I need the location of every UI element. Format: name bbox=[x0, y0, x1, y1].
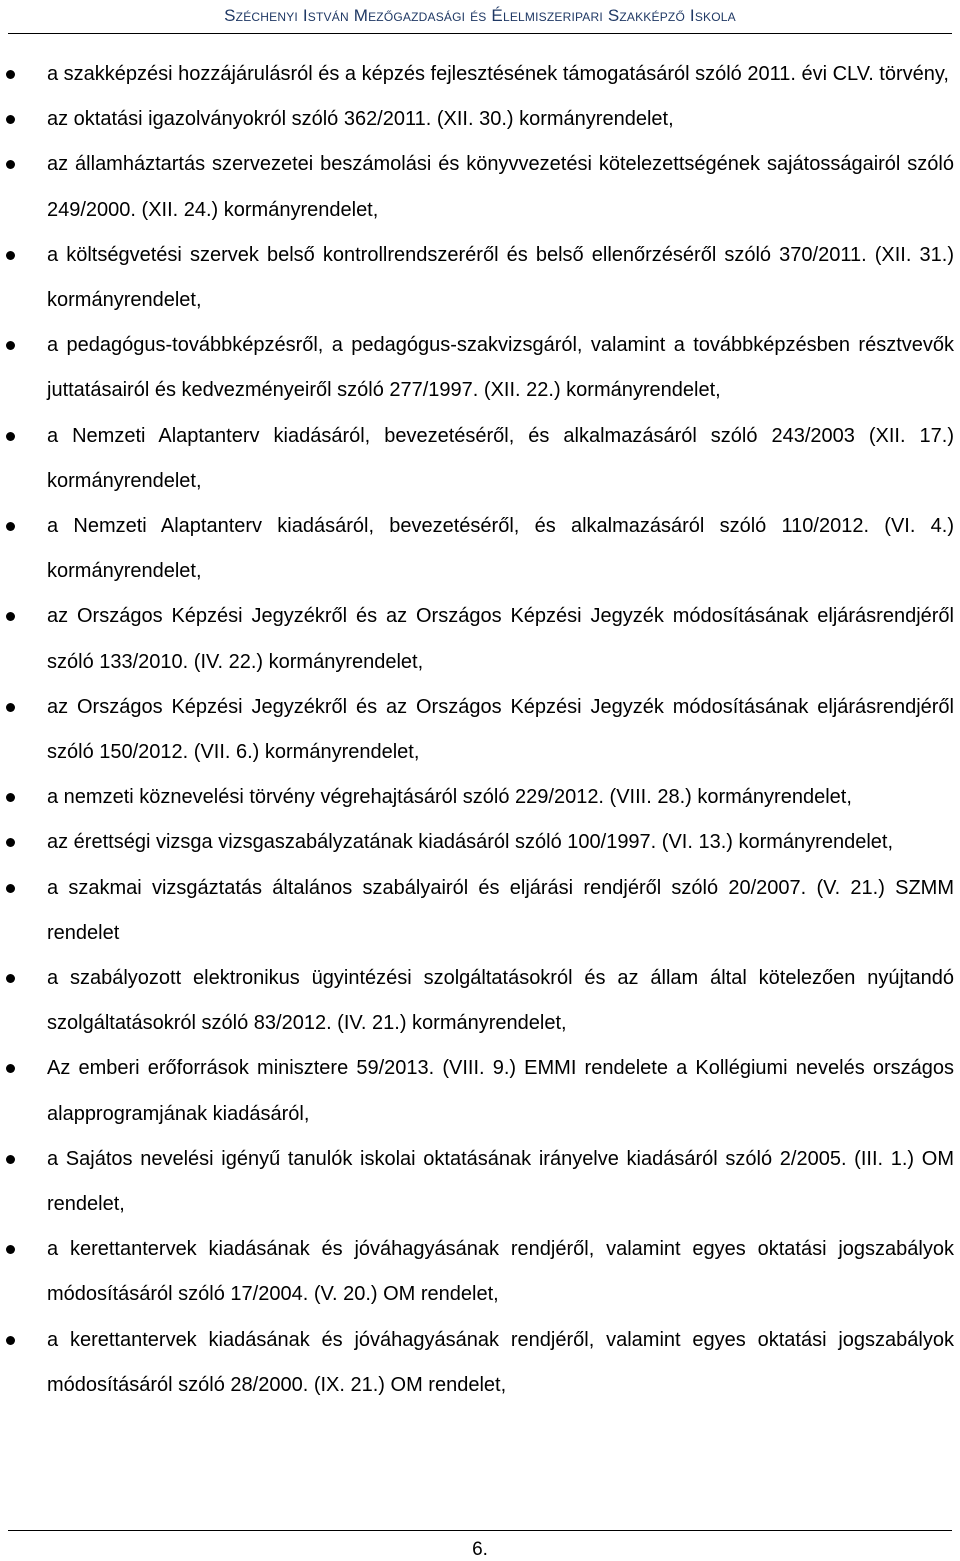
list-item bbox=[0, 142, 960, 232]
list-item-text: az Országos Képzési Jegyzékről és az Országos Képzési Jegyzék módosításának eljárásrendjéről szóló 150/2012. (VII. 6.) kormányrendelet, bbox=[47, 695, 954, 764]
list-item-text: a pedagógus-továbbképzésről, a pedagógus-szakvizsgáról, valamint a továbbképzésben résztvevők juttatásairól és kedvezményeiről szóló 277/1997. (XII. 22.) kormányrendelet, bbox=[47, 334, 954, 402]
bullet-icon bbox=[6, 612, 15, 621]
bullet-icon bbox=[6, 70, 15, 79]
list-item bbox=[0, 1318, 960, 1408]
header-divider bbox=[8, 33, 952, 34]
bullet-icon bbox=[6, 251, 15, 260]
document-body bbox=[0, 52, 960, 1408]
list-item-text: a szabályozott elektronikus ügyintézési szolgáltatásokról és az állam által kötelezően nyújtandó szolgáltatásokról szóló 83/2012. (IV. 21.) kormányrendelet, bbox=[47, 967, 954, 1035]
page-number: 6. bbox=[472, 1539, 488, 1560]
bullet-icon bbox=[6, 884, 15, 893]
list-item bbox=[0, 52, 960, 97]
bullet-icon bbox=[6, 341, 15, 350]
list-item bbox=[0, 1046, 960, 1136]
list-item bbox=[0, 820, 960, 865]
bullet-icon bbox=[6, 974, 15, 983]
list-item-text: a szakképzési hozzájárulásról és a képzés fejlesztésének támogatásáról szóló 2011. évi CLV. törvény, bbox=[47, 63, 949, 85]
list-item bbox=[0, 685, 960, 775]
bullet-icon bbox=[6, 1336, 15, 1345]
bullet-icon bbox=[6, 522, 15, 531]
bullet-icon bbox=[6, 1064, 15, 1073]
legislation-list bbox=[0, 52, 960, 1408]
list-item-text: a költségvetési szervek belső kontrollrendszeréről és belső ellenőrzéséről szóló 370/2011. (XII. 31.) kormányrendelet, bbox=[47, 243, 954, 312]
list-item-text: az oktatási igazolványokról szóló 362/2011. (XII. 30.) kormányrendelet, bbox=[47, 108, 674, 131]
bullet-icon bbox=[6, 1245, 15, 1254]
list-item-text: Az emberi erőforrások minisztere 59/2013. (VIII. 9.) EMMI rendelete a Kollégiumi nevelés országos alapprogramjának kiadásáról, bbox=[47, 1057, 954, 1125]
list-item bbox=[0, 1137, 960, 1227]
bullet-icon bbox=[6, 703, 15, 712]
list-item-text: a kerettantervek kiadásának és jóváhagyásának rendjéről, valamint egyes oktatási jogszabályok módosításáról szóló 28/2000. (IX. 21.) OM rendelet, bbox=[47, 1328, 954, 1396]
school-name-header: Széchenyi István Mezőgazdasági és Élelmiszeripari Szakképző Iskola bbox=[224, 6, 736, 25]
list-item bbox=[0, 866, 960, 956]
list-item bbox=[0, 97, 960, 142]
bullet-icon bbox=[6, 838, 15, 847]
list-item bbox=[0, 414, 960, 504]
list-item bbox=[0, 594, 960, 684]
list-item-text: a Sajátos nevelési igényű tanulók iskolai oktatásának irányelve kiadásáról szóló 2/2005. (III. 1.) OM rendelet, bbox=[47, 1147, 954, 1216]
bullet-icon bbox=[6, 793, 15, 802]
footer-divider bbox=[8, 1530, 952, 1531]
list-item-text: a Nemzeti Alaptanterv kiadásáról, bevezetéséről, és alkalmazásáról szóló 110/2012. (VI. 4.) kormányrendelet, bbox=[47, 515, 954, 583]
list-item bbox=[0, 323, 960, 413]
list-item bbox=[0, 956, 960, 1046]
list-item-text: a kerettantervek kiadásának és jóváhagyásának rendjéről, valamint egyes oktatási jogszabályok módosításáról szóló 17/2004. (V. 20.) OM rendelet, bbox=[47, 1238, 954, 1306]
bullet-icon bbox=[6, 160, 15, 169]
bullet-icon bbox=[6, 115, 15, 124]
list-item bbox=[0, 504, 960, 594]
list-item-text: az államháztartás szervezetei beszámolási és könyvvezetési kötelezettségének sajátosságairól szóló 249/2000. (XII. 24.) kormányrendelet, bbox=[47, 153, 954, 221]
list-item bbox=[0, 1227, 960, 1317]
list-item-text: az Országos Képzési Jegyzékről és az Országos Képzési Jegyzék módosításának eljárásrendjéről szóló 133/2010. (IV. 22.) kormányrendelet, bbox=[47, 605, 954, 673]
list-item-text: a nemzeti köznevelési törvény végrehajtásáról szóló 229/2012. (VIII. 28.) kormányrendelet, bbox=[47, 786, 852, 809]
bullet-icon bbox=[6, 432, 15, 441]
list-item bbox=[0, 775, 960, 820]
list-item-text: a szakmai vizsgáztatás általános szabályairól és eljárási rendjéről szóló 20/2007. (V. 21.) SZMM rendelet bbox=[47, 876, 954, 944]
list-item-text: az érettségi vizsga vizsgaszabályzatának kiadásáról szóló 100/1997. (VI. 13.) kormányrendelet, bbox=[47, 831, 894, 854]
list-item-text: a Nemzeti Alaptanterv kiadásáról, bevezetéséről, és alkalmazásáról szóló 243/2003 (XII. 17.) kormányrendelet, bbox=[47, 424, 954, 492]
list-item bbox=[0, 233, 960, 323]
bullet-icon bbox=[6, 1155, 15, 1164]
page-header bbox=[0, 0, 960, 40]
